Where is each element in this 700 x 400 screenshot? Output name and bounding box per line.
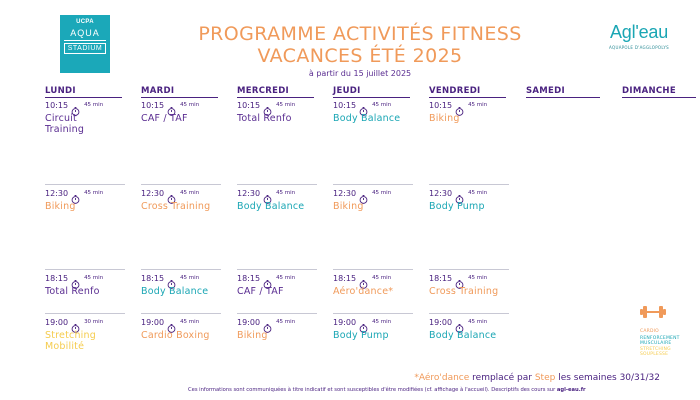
session-activity: CAF / TAF (237, 286, 284, 297)
session-mardi-1 (141, 97, 221, 124)
session-duration: 45 min (276, 319, 296, 325)
website-link[interactable]: agl-eau.fr (556, 387, 586, 393)
session-time: 19:00 (333, 317, 357, 327)
session-jeudi-4 (333, 313, 413, 341)
session-time: 12:30 (429, 188, 453, 198)
session-duration: 45 min (468, 102, 488, 108)
session-lundi-1 (45, 97, 125, 135)
session-time: 10:15 (333, 100, 357, 110)
note-star: * (414, 373, 419, 383)
session-meta (141, 188, 221, 198)
session-meta (237, 100, 317, 110)
session-meta (141, 273, 221, 283)
session-divider (237, 184, 317, 185)
session-mercredi-3 (237, 269, 317, 297)
session-duration: 45 min (84, 102, 104, 108)
session-meta (333, 188, 413, 198)
ucpa-line1: AQUA (64, 28, 106, 41)
session-activity: Cross Training (429, 286, 499, 297)
session-time: 12:30 (333, 188, 357, 198)
session-divider (429, 313, 509, 314)
session-vendredi-1 (429, 97, 509, 124)
day-header-dimanche: DIMANCHE (622, 86, 696, 98)
session-divider (45, 313, 125, 314)
legend-renfo: RENFORCEMENT MUSCULAIRE (640, 336, 680, 346)
session-duration: 45 min (276, 102, 296, 108)
session-vendredi-3 (429, 269, 509, 297)
stopwatch-icon (359, 189, 368, 198)
session-duration: 45 min (276, 275, 296, 281)
session-time: 18:15 (429, 273, 453, 283)
session-time: 18:15 (45, 273, 69, 283)
session-duration: 45 min (84, 190, 104, 196)
activity-legend (640, 305, 695, 357)
session-meta (45, 100, 125, 110)
session-meta (429, 188, 509, 198)
session-divider (333, 313, 413, 314)
session-mardi-2 (141, 184, 221, 212)
session-time: 18:15 (333, 273, 357, 283)
session-divider (429, 184, 509, 185)
session-mardi-3 (141, 269, 221, 297)
session-duration: 45 min (276, 190, 296, 196)
stopwatch-icon (263, 318, 272, 327)
session-time: 18:15 (141, 273, 165, 283)
session-time: 19:00 (141, 317, 165, 327)
session-activity: Body Balance (141, 286, 209, 297)
session-meta (333, 317, 413, 327)
session-duration: 30 min (84, 319, 104, 325)
session-meta (429, 317, 509, 327)
day-header-mercredi: MERCREDI (237, 86, 314, 98)
session-divider (45, 269, 125, 270)
agleau-logo (604, 22, 674, 50)
session-activity: Biking (237, 330, 268, 341)
session-duration: 45 min (372, 275, 392, 281)
agleau-tagline: AQUAPOLE D'AGGLOPOLYS (609, 45, 669, 50)
session-meta (333, 100, 413, 110)
session-time: 19:00 (429, 317, 453, 327)
session-duration: 45 min (468, 319, 488, 325)
session-time: 10:15 (429, 100, 453, 110)
session-activity: Body Balance (237, 201, 305, 212)
disclaimer-text: Ces informations sont communiquées à titre indicatif et sont susceptibles d'être modifiées (cf. affichage à l'accueil). Descriptifs des cours sur (188, 387, 557, 393)
stopwatch-icon (359, 274, 368, 283)
title-line1: PROGRAMME ACTIVITÉS FITNESS (198, 23, 522, 45)
session-duration: 45 min (84, 275, 104, 281)
session-activity: CAF / TAF (141, 113, 188, 124)
session-jeudi-2 (333, 184, 413, 212)
session-divider (141, 313, 221, 314)
stopwatch-icon (71, 274, 80, 283)
session-time: 10:15 (237, 100, 261, 110)
replacement-note (414, 373, 660, 383)
ucpa-brand: UCPA (76, 19, 94, 25)
session-duration: 45 min (180, 190, 200, 196)
session-divider (333, 269, 413, 270)
session-duration: 45 min (180, 319, 200, 325)
session-mercredi-4 (237, 313, 317, 341)
session-lundi-4 (45, 313, 125, 352)
session-activity: Cardio Boxing (141, 330, 210, 341)
session-duration: 45 min (468, 275, 488, 281)
session-vendredi-4 (429, 313, 509, 341)
session-divider (141, 269, 221, 270)
session-time: 12:30 (141, 188, 165, 198)
session-meta (45, 273, 125, 283)
session-divider (45, 184, 125, 185)
stopwatch-icon (71, 318, 80, 327)
session-duration: 45 min (468, 190, 488, 196)
session-activity: Body Balance (429, 330, 497, 341)
session-activity: Body Pump (429, 201, 485, 212)
stopwatch-icon (455, 318, 464, 327)
page-title (170, 23, 550, 78)
session-time: 12:30 (45, 188, 69, 198)
note-weeks: les semaines 30/31/32 (555, 373, 660, 383)
note-step: Step (534, 373, 556, 383)
stopwatch-icon (167, 101, 176, 110)
stopwatch-icon (455, 189, 464, 198)
legend-cardio: CARDIO (640, 329, 659, 334)
session-meta (333, 273, 413, 283)
note-replaced: remplacé par (469, 373, 535, 383)
session-meta (237, 188, 317, 198)
session-meta (237, 317, 317, 327)
session-activity: Total Renfo (237, 113, 292, 124)
stopwatch-icon (71, 189, 80, 198)
session-activity: Stretching Mobilité (45, 330, 96, 352)
ucpa-aqua-stadium-logo (60, 15, 110, 73)
session-lundi-3 (45, 269, 125, 297)
day-header-mardi: MARDI (141, 86, 218, 98)
session-duration: 45 min (372, 190, 392, 196)
session-meta (429, 273, 509, 283)
session-mardi-4 (141, 313, 221, 341)
dumbbell-icon (640, 305, 666, 319)
agleau-name: Agl'eau (609, 22, 669, 42)
session-time: 10:15 (141, 100, 165, 110)
stopwatch-icon (263, 274, 272, 283)
session-activity: Biking (429, 113, 460, 124)
session-meta (45, 317, 125, 327)
session-meta (141, 317, 221, 327)
title-subtitle: à partir du 15 juillet 2025 (308, 69, 412, 78)
session-vendredi-2 (429, 184, 509, 212)
stopwatch-icon (359, 101, 368, 110)
session-jeudi-3 (333, 269, 413, 297)
session-activity: Body Pump (333, 330, 389, 341)
disclaimer (188, 387, 586, 393)
session-lundi-2 (45, 184, 125, 212)
session-activity: Total Renfo (45, 286, 100, 297)
session-meta (429, 100, 509, 110)
stopwatch-icon (71, 101, 80, 110)
session-time: 18:15 (237, 273, 261, 283)
note-aerodance: Aéro'dance (418, 373, 470, 383)
session-duration: 45 min (180, 275, 200, 281)
legend-stretch: STRETCHING SOUPLESSE (640, 347, 671, 357)
session-mercredi-1 (237, 97, 317, 124)
session-meta (45, 188, 125, 198)
session-divider (429, 269, 509, 270)
stopwatch-icon (359, 318, 368, 327)
session-activity: Body Balance (333, 113, 401, 124)
session-mercredi-2 (237, 184, 317, 212)
title-line2: VACANCES ÉTÉ 2025 (257, 45, 463, 67)
stopwatch-icon (455, 274, 464, 283)
day-header-lundi: LUNDI (45, 86, 122, 98)
stopwatch-icon (167, 274, 176, 283)
session-duration: 45 min (180, 102, 200, 108)
stopwatch-icon (167, 318, 176, 327)
session-time: 19:00 (45, 317, 69, 327)
ucpa-line2: STADIUM (64, 43, 106, 54)
session-divider (237, 269, 317, 270)
day-header-jeudi: JEUDI (333, 86, 410, 98)
day-header-samedi: SAMEDI (526, 86, 600, 98)
session-activity: Aéro'dance* (333, 286, 394, 297)
session-activity: Biking (45, 201, 76, 212)
session-time: 19:00 (237, 317, 261, 327)
stopwatch-icon (167, 189, 176, 198)
session-time: 10:15 (45, 100, 69, 110)
stopwatch-icon (263, 189, 272, 198)
session-time: 12:30 (237, 188, 261, 198)
session-jeudi-1 (333, 97, 413, 124)
session-divider (237, 313, 317, 314)
session-meta (141, 100, 221, 110)
session-activity: Biking (333, 201, 364, 212)
session-activity: Cross Training (141, 201, 211, 212)
session-meta (237, 273, 317, 283)
session-divider (333, 184, 413, 185)
session-duration: 45 min (372, 102, 392, 108)
session-activity: Circuit Training (45, 113, 85, 135)
stopwatch-icon (455, 101, 464, 110)
session-duration: 45 min (372, 319, 392, 325)
day-header-vendredi: VENDREDI (429, 86, 506, 98)
session-divider (141, 184, 221, 185)
stopwatch-icon (263, 101, 272, 110)
